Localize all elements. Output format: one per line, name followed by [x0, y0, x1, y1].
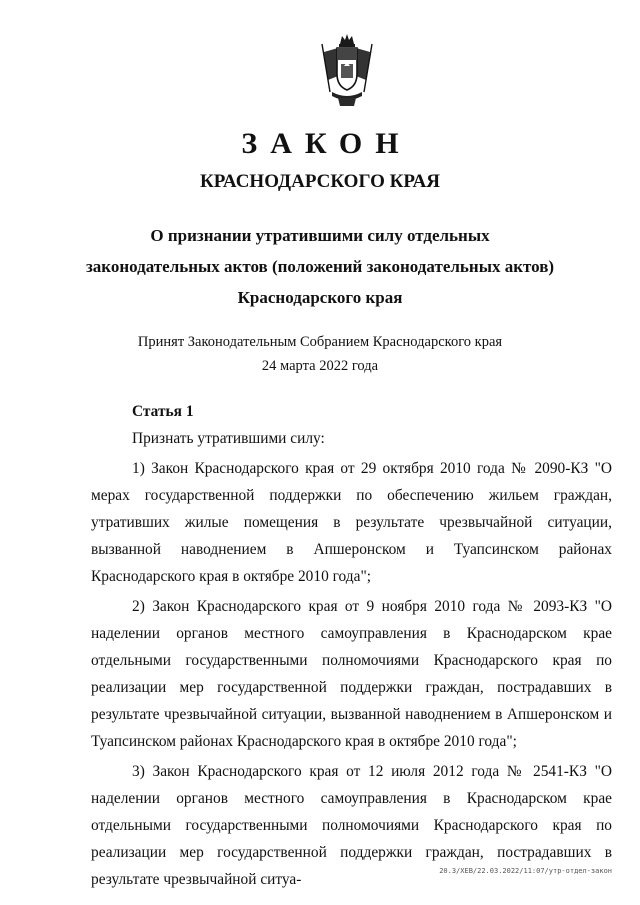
law-title-line-2: законодательных актов (положений законодательных актов) — [85, 257, 555, 276]
law-title-line-1: О признании утратившими силу отдельных — [150, 226, 490, 245]
article-body — [91, 398, 612, 893]
adoption-date: 24 марта 2022 года — [261, 358, 379, 374]
law-heading: ЗАКОН — [241, 127, 412, 160]
article-heading: Статья 1 — [132, 403, 194, 420]
law-title — [60, 220, 580, 313]
article-item-3: 3) Закон Краснодарского края от 12 июля 2012 года № 2541-КЗ "О наделении органов местного самоуправления в Краснодарском крае отдельными государственными полномочиями Краснодарского края по реализации мер государственной поддержки граждан, пострадавших в результате чрезвычайной ситуа- — [91, 763, 612, 888]
law-region: КРАСНОДАРСКОГО КРАЯ — [199, 171, 441, 192]
article-intro: Признать утратившими силу: — [132, 430, 325, 447]
law-title-line-3: Краснодарского края — [237, 288, 403, 307]
article-item-2: 2) Закон Краснодарского края от 9 ноября 2010 года № 2093-КЗ "О наделении органов местного самоуправления в Краснодарском крае отдельными государственными полномочиями Краснодарского края по реализации мер государственной поддержки граждан, пострадавших в результате чрезвычайной ситуации, вызванной наводнением в Апшеронском и Туапсинском районах Краснодарского края в октябре 2010 года"; — [91, 598, 612, 750]
coat-of-arms-drawing — [318, 30, 376, 108]
article-item-1: 1) Закон Краснодарского края от 29 октября 2010 года № 2090-КЗ "О мерах государственной поддержки по обеспечению жильем граждан, утративших жилые помещения в результате чрезвычайной ситуации, вызванной наводнением в Апшеронском и Туапсинском районах Краснодарского края в октябре 2010 года"; — [91, 460, 612, 585]
krasnodar-coat-of-arms-icon — [318, 30, 376, 108]
adoption-body: Принят Законодательным Собранием Краснодарского края — [137, 334, 503, 350]
document-stamp: 20.3/ХЕВ/22.03.2022/11:07/утр-отдел-закон — [439, 867, 612, 875]
adoption-note — [0, 330, 640, 378]
